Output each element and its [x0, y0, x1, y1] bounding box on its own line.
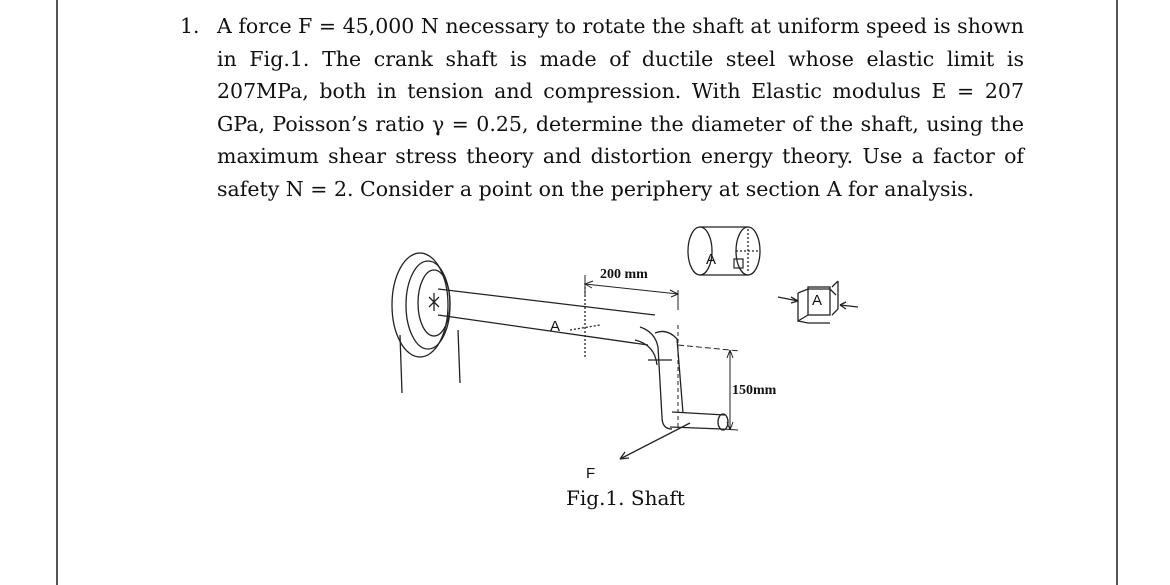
- crank-web: [635, 327, 683, 429]
- figure-caption: Fig.1. Shaft: [566, 486, 685, 510]
- force-label: F: [586, 465, 596, 482]
- dimension-150mm-label: 150mm: [732, 383, 777, 398]
- dimension-200mm-label: 200 mm: [600, 267, 648, 282]
- force-arrow: [620, 423, 690, 459]
- shaft-drawing: [380, 215, 880, 475]
- question-text: A force F = 45,000 N necessary to rotate the shaft at uniform speed is shown in Fig.1. The crank shaft is made of ductile steel whose elastic limit is 207MPa, both in tension and compression. With Elastic modulus E = 207 GPa, Poisson’s ratio γ = 0.25, determine the diameter of the shaft, using the maximum shear stress theory and distortion energy theory. Use a factor of safety N = 2. Consider a point on the periphery at section A for analysis.: [217, 14, 1024, 201]
- question-number: 1.: [180, 14, 200, 38]
- section-a-label: A: [550, 318, 561, 335]
- shaft-figure: [380, 215, 880, 482]
- element-a-label: A: [812, 292, 823, 309]
- main-shaft: [438, 289, 655, 345]
- crank-pin: [670, 412, 728, 430]
- inset-cylinder: [688, 227, 760, 275]
- pulley-support: [392, 253, 460, 393]
- inset-a-label: A: [706, 251, 717, 268]
